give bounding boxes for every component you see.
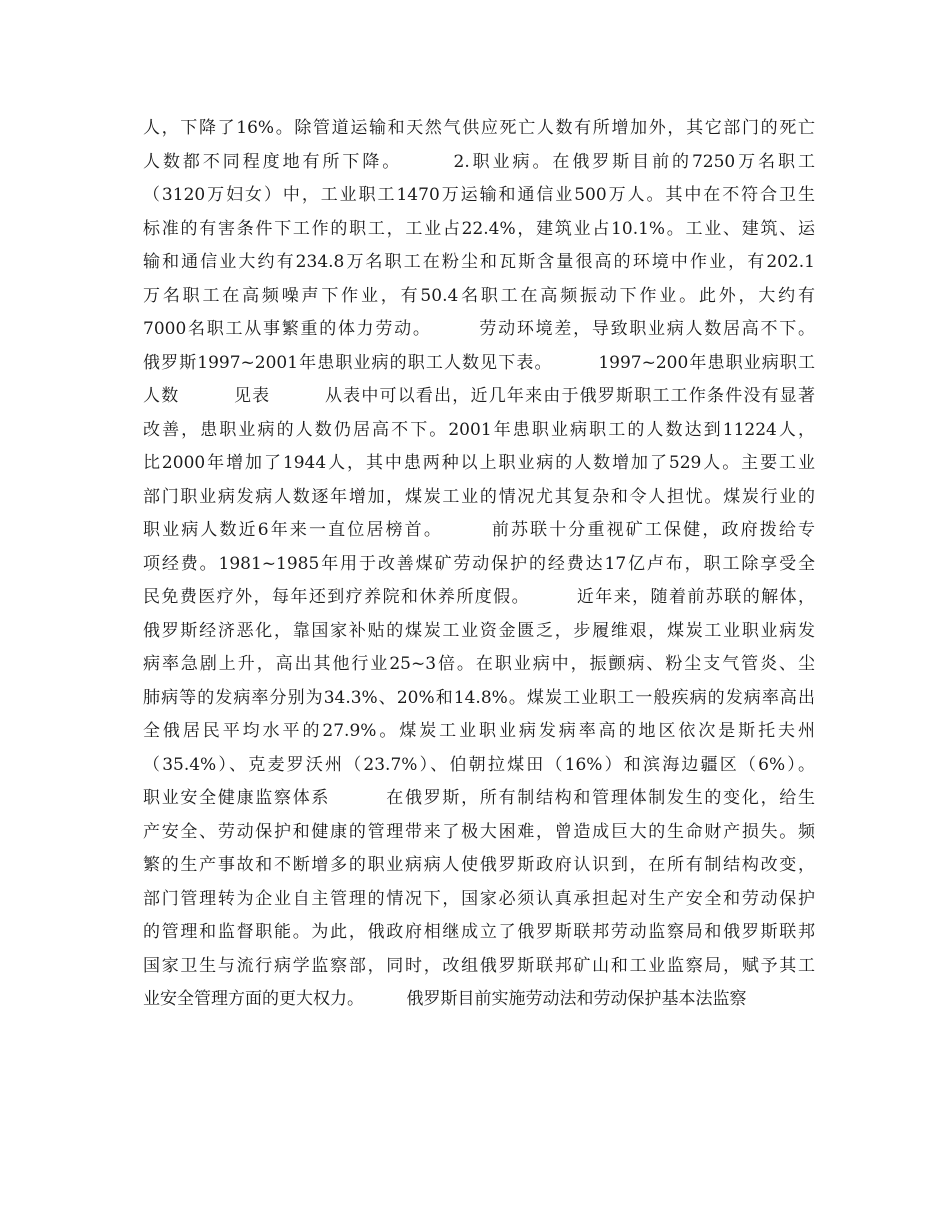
text-line-18: 肺病等的发病率分别为34.3%、20%和14.8%。煤炭工业职工一般疾病的发病率高出 [143,687,815,708]
text-line-10: 改善，患职业病的人数仍居高不下。2001年患职业病职工的人数达到11224人， [143,419,815,440]
text-line-13: 职业病人数近6年来一直位居榜首。 前苏联十分重视矿工保健，政府拨给专 [143,520,815,540]
body-text [143,112,815,1017]
text-line-27: 业安全管理方面的更大权力。 俄罗斯目前实施劳动法和劳动保护基本法监察 [143,989,747,1009]
text-line-24: 部门管理转为企业自主管理的情况下，国家必须认真承担起对生产安全和劳动保护 [143,888,815,909]
text-line-17: 病率急剧上升，高出其他行业25~3倍。在职业病中，振颤病、粉尘支气管炎、尘 [143,654,815,674]
text-line-3: （3120万妇女）中，工业职工1470万运输和通信业500万人。其中在不符合卫生 [143,185,815,205]
text-line-26: 国家卫生与流行病学监察部，同时，改组俄罗斯联邦矿山和工业监察局，赋予其工 [143,955,815,976]
text-line-2: 人数都不同程度地有所下降。 2.职业病。在俄罗斯目前的7250万名职工 [143,151,815,172]
text-line-9: 人数 见表 从表中可以看出，近几年来由于俄罗斯职工工作条件没有显著 [143,386,815,406]
text-line-4: 标准的有害条件下工作的职工，工业占22.4%，建筑业占10.1%。工业、建筑、运 [143,218,815,239]
text-line-12: 部门职业病发病人数逐年增加，煤炭工业的情况尤其复杂和令人担忧。煤炭行业的 [143,486,815,507]
text-line-8: 俄罗斯1997~2001年患职业病的职工人数见下表。 1997~200年患职业病职工 [143,352,815,373]
text-line-21: 职业安全健康监察体系 在俄罗斯，所有制结构和管理体制发生的变化，给生 [143,788,815,808]
text-line-22: 产安全、劳动保护和健康的管理带来了极大困难，曾造成巨大的生命财产损失。频 [143,821,815,842]
text-line-19: 全俄居民平均水平的27.9%。煤炭工业职业病发病率高的地区依次是斯托夫州 [143,721,815,741]
text-line-14: 项经费。1981~1985年用于改善煤矿劳动保护的经费达17亿卢布，职工除享受全 [143,553,815,574]
text-line-1: 人，下降了16%。除管道运输和天然气供应死亡人数有所增加外，其它部门的死亡 [143,118,815,138]
text-line-16: 俄罗斯经济恶化，靠国家补贴的煤炭工业资金匮乏，步履维艰，煤炭工业职业病发 [143,620,815,641]
text-line-23: 繁的生产事故和不断增多的职业病病人使俄罗斯政府认识到，在所有制结构改变， [143,855,815,875]
text-line-20: （35.4%）、克麦罗沃州（23.7%）、伯朝拉煤田（16%）和滨海边疆区（6%）。 [143,754,815,775]
text-line-15: 民免费医疗外，每年还到疗养院和休养所度假。 近年来，随着前苏联的解体， [143,587,815,607]
text-line-5: 输和通信业大约有234.8万名职工在粉尘和瓦斯含量很高的环境中作业，有202.1 [143,252,815,272]
text-line-11: 比2000年增加了1944人，其中患两种以上职业病的人数增加了529人。主要工业 [143,453,815,473]
text-line-25: 的管理和监督职能。为此，俄政府相继成立了俄罗斯联邦劳动监察局和俄罗斯联邦 [143,922,815,942]
text-line-7: 7000名职工从事繁重的体力劳动。 劳动环境差，导致职业病人数居高不下。 [143,319,815,339]
text-line-6: 万名职工在高频噪声下作业，有50.4名职工在高频振动下作业。此外，大约有 [143,285,815,306]
